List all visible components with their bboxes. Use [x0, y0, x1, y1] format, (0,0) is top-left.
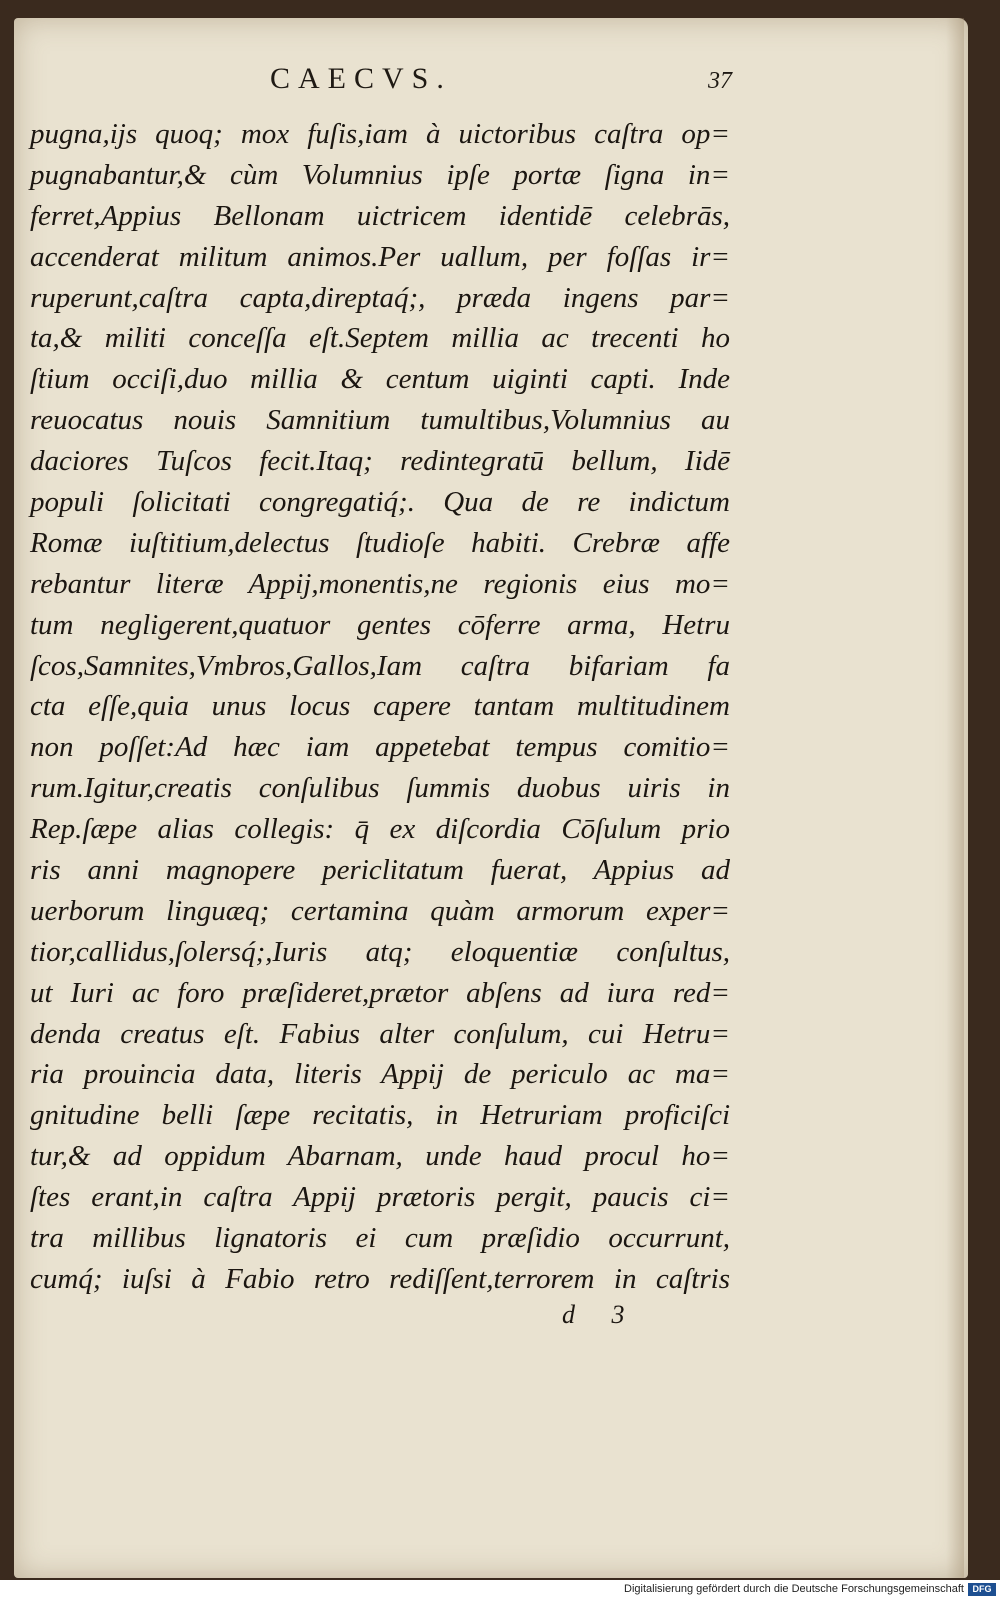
text-line: gnitudine belli ſæpe recitatis, in Hetruriam proficiſci: [30, 1099, 730, 1132]
text-line: Romæ iuſtitium,delectus ſtudioſe habiti. Crebræ affe: [30, 526, 730, 559]
text-line: denda creatus eſt. Fabius alter conſulum, cui Hetru=: [30, 1017, 730, 1050]
text-line: tum negligerent,quatuor gentes cōferre arma, Hetru: [30, 608, 730, 641]
text-line: ria prouincia data, literis Appij de periculo ac ma=: [30, 1058, 730, 1091]
signature-mark: d 3: [562, 1300, 625, 1329]
text-line: cumq́; iuſsi à Fabio retro rediſſent,terrorem in caſtris: [30, 1262, 730, 1295]
text-line: tur,& ad oppidum Abarnam, unde haud procul ho=: [30, 1140, 730, 1173]
text-line: ſtium occiſi,duo millia & centum uiginti capti. Inde: [30, 363, 730, 396]
body-text: [30, 114, 730, 1300]
text-line: tior,callidus,ſolersq́;,Iuris atq; eloquentiæ conſultus,: [30, 935, 730, 968]
text-line: pugna,ijs quoq; mox fuſis,iam à uictoribus caſtra op=: [30, 118, 730, 150]
text-line: daciores Tuſcos fecit.Itaq; redintegratū bellum, Iidē: [30, 445, 730, 478]
text-line: rebantur literæ Appij,monentis,ne regionis eius mo=: [30, 567, 730, 600]
text-line: ferret,Appius Bellonam uictricem identidē celebrās,: [30, 199, 730, 232]
page-number: 37: [708, 68, 732, 94]
text-line: rum.Igitur,creatis conſulibus ſummis duobus uiris in: [30, 772, 730, 805]
dfg-logo[interactable]: DFG: [968, 1583, 996, 1596]
funding-credit: Digitalisierung gefördert durch die Deutsche Forschungsgemeinschaft: [624, 1583, 964, 1595]
text-line: ut Iuri ac foro præſideret,prætor abſens ad iura red=: [30, 976, 730, 1009]
text-line: tra millibus lignatoris ei cum præſidio occurrunt,: [30, 1222, 730, 1255]
text-line: ta,& militi conceſſa eſt.Septem millia ac trecenti ho: [30, 322, 730, 355]
text-line: non poſſet:Ad hæc iam appetebat tempus comitio=: [30, 731, 730, 764]
text-line: reuocatus nouis Samnitium tumultibus,Volumnius au: [30, 404, 730, 437]
text-line: Rep.ſæpe alias collegis: q̄ ex diſcordia Cōſulum prio: [30, 813, 730, 846]
running-head: [0, 62, 1000, 102]
text-line: pugnabantur,& cùm Volumnius ipſe portæ ſigna in=: [30, 158, 730, 191]
text-line: cta eſſe,quia unus locus capere tantam multitudinem: [30, 690, 730, 723]
page-edge-shadow: [946, 18, 964, 1578]
text-line: ruperunt,caſtra capta,direptaq́;, præda ingens par=: [30, 281, 730, 314]
text-line: accenderat militum animos.Per uallum, per foſſas ir=: [30, 240, 730, 273]
text-line: ſcos,Samnites,Vmbros,Gallos,Iam caſtra bifariam fa: [30, 649, 730, 682]
digitization-footer: [0, 1580, 1000, 1600]
text-line: ris anni magnopere periclitatum fuerat, Appius ad: [30, 854, 730, 887]
running-title: CAECVS.: [270, 62, 452, 95]
text-line: ſtes erant,in caſtra Appij prætoris pergit, paucis ci=: [30, 1181, 730, 1214]
text-line: uerborum linguæq; certamina quàm armorum exper=: [30, 894, 730, 927]
text-line: populi ſolicitati congregatiq́;. Qua de re indictum: [30, 486, 730, 519]
